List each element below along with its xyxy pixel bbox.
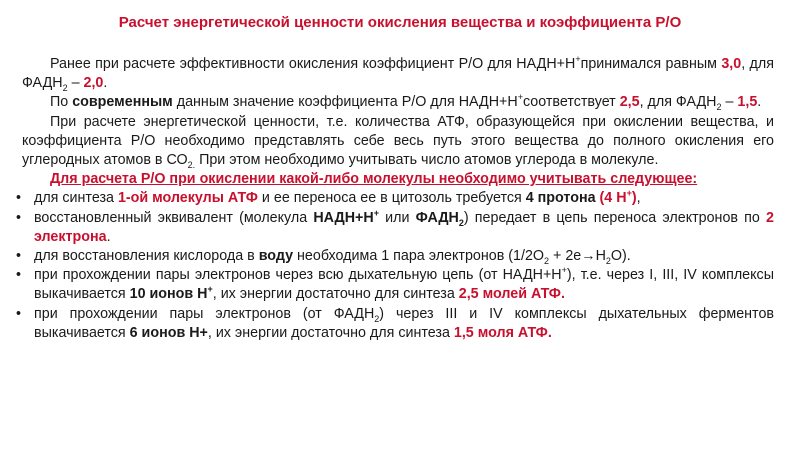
paragraph-previous-values [22, 55, 774, 93]
emphasis-red: 2,5 молей АТФ. [458, 286, 565, 303]
list-item [22, 305, 774, 343]
bullet-list [22, 189, 774, 343]
text: При расчете энергетической ценности, т.е. количества АТФ, образующейся при окислении вещества, и коэффициента Р/О необходимо представлять себе весь путь этого вещества до полного окисления его углеродных атомов в СО [22, 113, 774, 169]
subscript: 2 [62, 83, 68, 94]
list-item [22, 266, 774, 304]
text: Ранее при расчете эффективности окисления коэффициент Р/О для НАДН+Н [50, 56, 576, 72]
value-fadh-current: 1,5 [737, 94, 758, 111]
emphasis-red: ) [631, 190, 637, 207]
subscript: 2 [374, 313, 380, 324]
text: и ее переноса ее в цитозоль требуется [257, 190, 526, 207]
subscript: 2 [544, 255, 550, 266]
text: или [378, 209, 416, 226]
slide-body [22, 55, 774, 343]
text: , [636, 190, 641, 207]
text: . [106, 228, 111, 245]
value-nadh-current: 2,5 [619, 94, 640, 111]
emphasis-red: 2 электрона [34, 209, 774, 245]
superscript: + [207, 284, 213, 295]
text: , для ФАДН [639, 94, 717, 111]
list-item [22, 189, 774, 208]
slide-title: Расчет энергетической ценности окисления вещества и коэффициента Р/О [118, 14, 682, 31]
text: соответствует [522, 94, 620, 111]
subscript: 2. [187, 159, 196, 170]
text: При этом необходимо учитывать число атомов углерода в молекуле. [195, 152, 659, 169]
text: при прохождении пары электронов через всю дыхательную цепь (от НАДН+Н [34, 267, 562, 284]
value-fadh-old: 2,0 [83, 75, 104, 92]
text: – [67, 75, 84, 92]
text: . [103, 75, 108, 92]
text: принимался равным [580, 56, 722, 72]
heading-text: Для расчета Р/О при окислении какой-либо молекулы необходимо учитывать следующее: [50, 171, 698, 188]
text: . [757, 94, 762, 111]
emphasis-bold: ФАДН [415, 209, 459, 226]
text: необходима 1 пара электронов (1/2О [293, 248, 545, 265]
text: По [50, 94, 73, 111]
text: данным значение коэффициента Р/О для НАДН+Н [172, 94, 518, 111]
superscript: + [373, 207, 379, 218]
text: →Н [581, 248, 606, 265]
emphasis-bold: 6 ионов Н+ [129, 324, 208, 341]
emphasis-bold: 10 ионов Н [129, 286, 208, 303]
text: ), т.е. через I, III, IV комплексы выкачивается [34, 267, 774, 303]
subscript: 2 [458, 217, 464, 228]
list-item [22, 209, 774, 247]
text: О). [610, 248, 631, 265]
list-item [22, 247, 774, 266]
subscript: 2 [716, 102, 722, 113]
value-nadh-old: 3,0 [721, 56, 742, 72]
text: , их энергии достаточно для синтеза [207, 324, 454, 341]
emphasis-current: современным [72, 94, 173, 111]
text: , для ФАДН [22, 56, 774, 92]
text: ) передает в цепь переноса электронов по [463, 209, 767, 226]
superscript: + [517, 92, 523, 103]
section-heading [22, 170, 774, 189]
subscript: 2 [605, 255, 611, 266]
text: + 2е [549, 248, 582, 265]
paragraph-energy-calculation [22, 113, 774, 171]
text: при прохождении пары электронов (от ФАДН [34, 305, 375, 322]
emphasis-red: 1,5 моля АТФ. [453, 324, 552, 341]
superscript: + [561, 265, 567, 276]
text: для синтеза [34, 190, 118, 207]
emphasis-red: (4 Н [599, 190, 627, 207]
superscript: + [626, 188, 632, 199]
emphasis-bold: НАДН+Н [313, 209, 374, 226]
emphasis-red: 1-ой молекулы АТФ [117, 190, 258, 207]
text: восстановленный эквивалент (молекула [34, 209, 314, 226]
text: – [721, 94, 738, 111]
emphasis-bold: 4 протона [525, 190, 596, 207]
paragraph-current-values [22, 93, 774, 112]
superscript: + [575, 54, 581, 65]
text: для восстановления кислорода в [34, 248, 259, 265]
text: ) через III и IV комплексы дыхательных ферментов выкачивается [34, 305, 774, 341]
text: , их энергии достаточно для синтеза [212, 286, 459, 303]
emphasis-bold: воду [258, 248, 294, 265]
